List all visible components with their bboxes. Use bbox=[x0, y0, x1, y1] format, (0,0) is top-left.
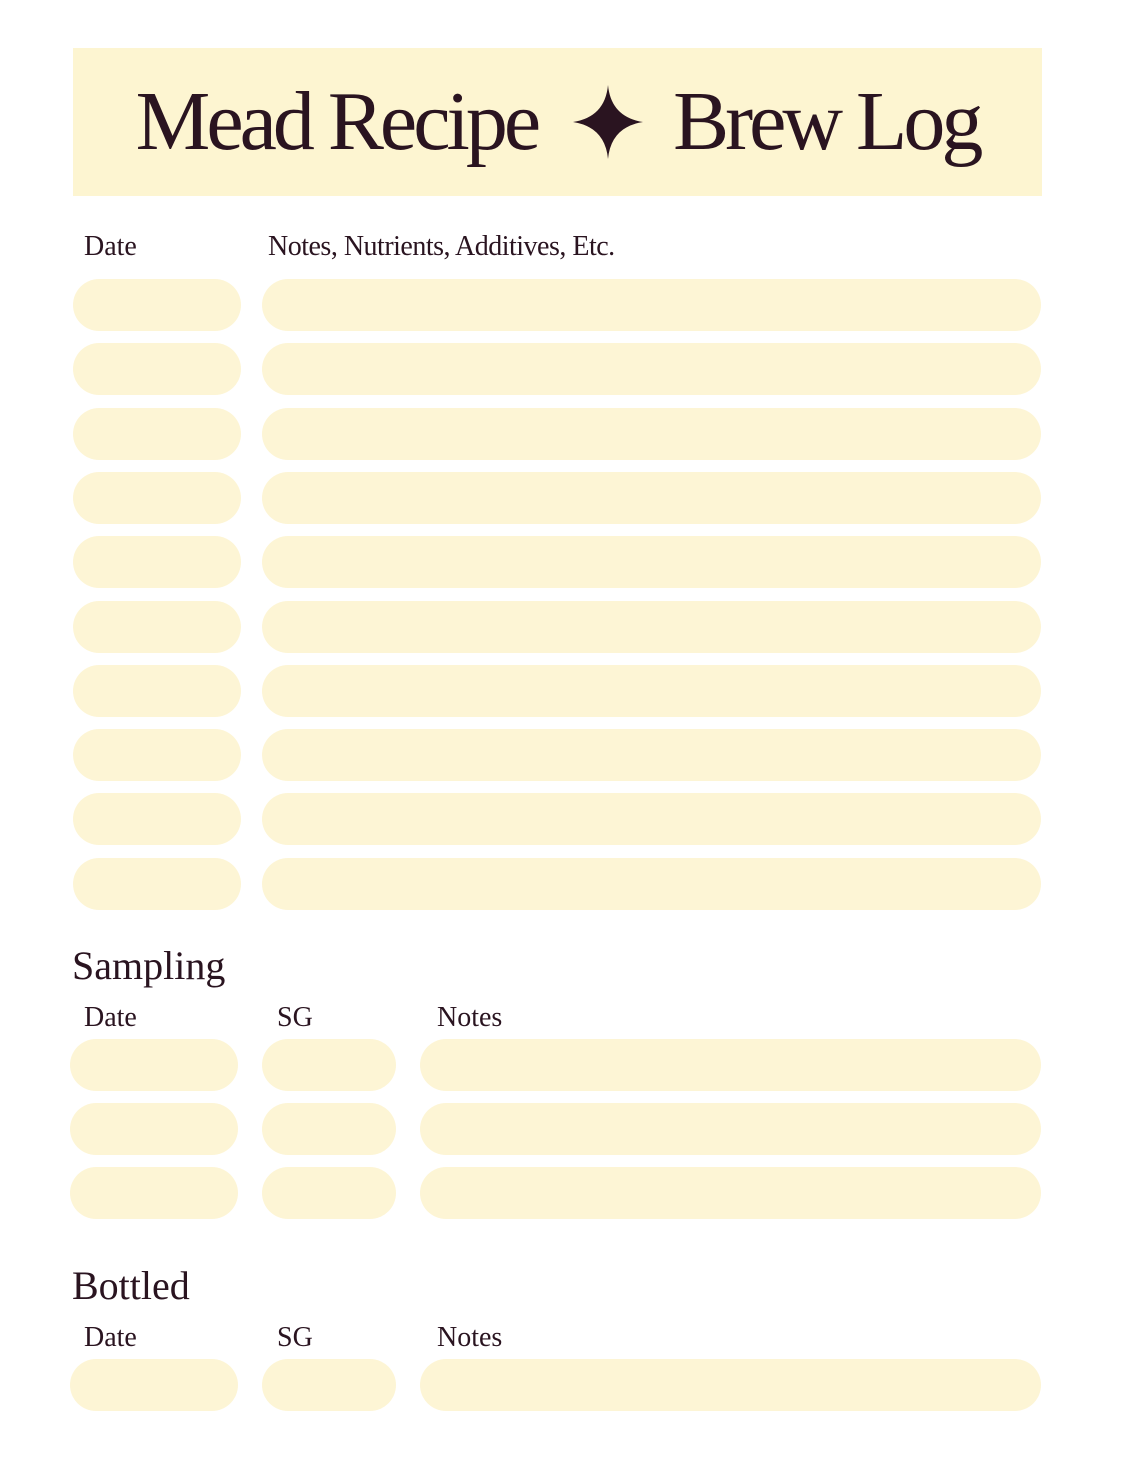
bottled-sg-field[interactable] bbox=[262, 1359, 396, 1411]
log-date-label: Date bbox=[84, 231, 137, 262]
log-date-field[interactable] bbox=[73, 408, 241, 460]
log-notes-label: Notes, Nutrients, Additives, Etc. bbox=[268, 231, 615, 262]
log-notes-field[interactable] bbox=[262, 343, 1041, 395]
sampling-sg-field[interactable] bbox=[262, 1103, 396, 1155]
sampling-sg-field[interactable] bbox=[262, 1039, 396, 1091]
log-date-field[interactable] bbox=[73, 343, 241, 395]
log-notes-field[interactable] bbox=[262, 601, 1041, 653]
bottled-notes-field[interactable] bbox=[420, 1359, 1041, 1411]
sampling-date-field[interactable] bbox=[70, 1103, 238, 1155]
title-left: Mead Recipe bbox=[135, 75, 538, 168]
log-notes-field[interactable] bbox=[262, 279, 1041, 331]
sampling-notes-field[interactable] bbox=[420, 1167, 1041, 1219]
bottled-sg-label: SG bbox=[277, 1322, 313, 1353]
four-point-star-icon bbox=[571, 83, 645, 161]
bottled-date-field[interactable] bbox=[70, 1359, 238, 1411]
log-date-field[interactable] bbox=[73, 858, 241, 910]
log-notes-field[interactable] bbox=[262, 729, 1041, 781]
sampling-date-label: Date bbox=[84, 1002, 137, 1033]
sampling-title: Sampling bbox=[72, 943, 226, 988]
log-date-field[interactable] bbox=[73, 279, 241, 331]
log-notes-field[interactable] bbox=[262, 408, 1041, 460]
bottled-notes-label: Notes bbox=[437, 1322, 503, 1353]
sampling-date-field[interactable] bbox=[70, 1039, 238, 1091]
log-date-field[interactable] bbox=[73, 793, 241, 845]
sampling-notes-field[interactable] bbox=[420, 1039, 1041, 1091]
log-date-field[interactable] bbox=[73, 729, 241, 781]
log-notes-field[interactable] bbox=[262, 793, 1041, 845]
log-notes-field[interactable] bbox=[262, 665, 1041, 717]
title-right: Brew Log bbox=[673, 75, 980, 168]
sampling-sg-label: SG bbox=[277, 1002, 313, 1033]
sampling-sg-field[interactable] bbox=[262, 1167, 396, 1219]
log-date-field[interactable] bbox=[73, 472, 241, 524]
log-notes-field[interactable] bbox=[262, 472, 1041, 524]
sampling-notes-label: Notes bbox=[437, 1002, 503, 1033]
log-notes-field[interactable] bbox=[262, 858, 1041, 910]
log-date-field[interactable] bbox=[73, 601, 241, 653]
title-banner bbox=[73, 48, 1042, 196]
bottled-date-label: Date bbox=[84, 1322, 137, 1353]
log-date-field[interactable] bbox=[73, 665, 241, 717]
sampling-date-field[interactable] bbox=[70, 1167, 238, 1219]
bottled-title: Bottled bbox=[72, 1263, 190, 1308]
log-notes-field[interactable] bbox=[262, 536, 1041, 588]
log-date-field[interactable] bbox=[73, 536, 241, 588]
sampling-notes-field[interactable] bbox=[420, 1103, 1041, 1155]
